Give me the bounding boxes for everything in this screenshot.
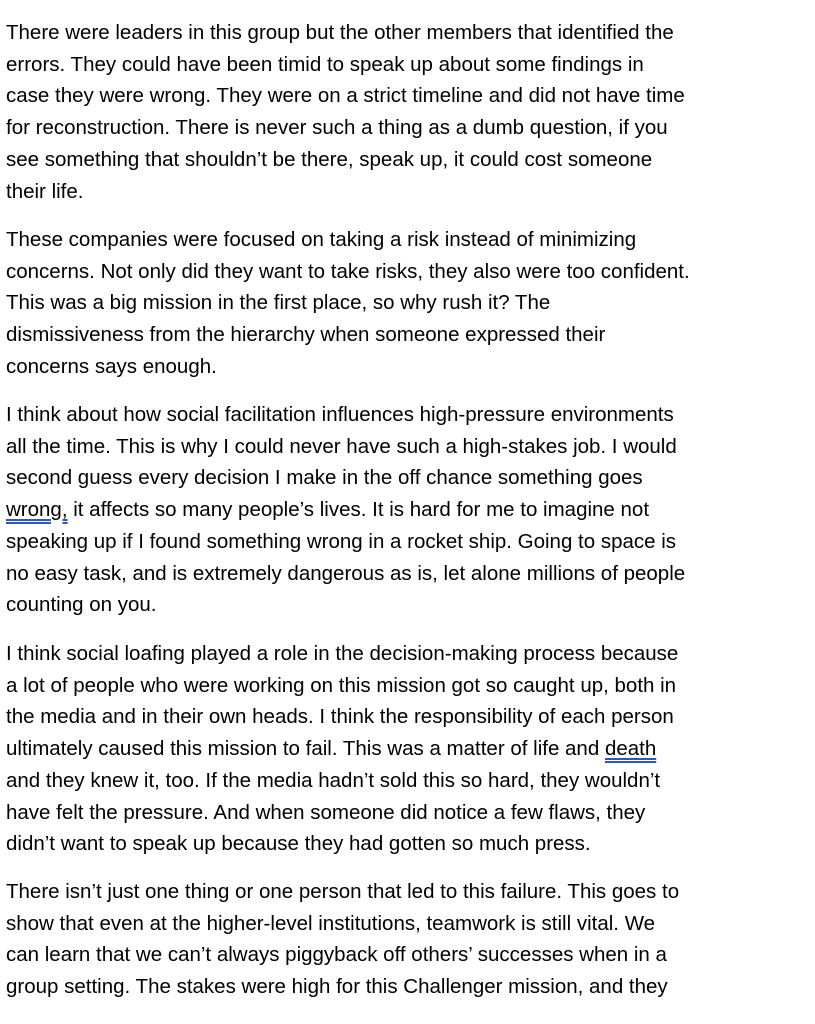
text-line: have felt the pressure. And when someone did notice a few flaws, they <box>6 800 646 824</box>
text-line: I think about how social facilitation influences high-pressure environments <box>6 403 674 426</box>
text-line: This was a big mission in the first place, so why rush it? The <box>6 291 551 315</box>
text-line: I think social loafing played a role in the decision-making process because <box>6 642 679 665</box>
paragraph-3[interactable] <box>6 399 811 621</box>
text-line: concerns. Not only did they want to take risks, they also were too confident. <box>6 259 690 283</box>
text-line: no easy task, and is extremely dangerous as is, let alone millions of people <box>6 561 686 585</box>
text-line: show that even at the higher-level institutions, teamwork is still vital. We <box>6 911 656 935</box>
text-line <box>6 494 811 526</box>
paragraph-2[interactable] <box>6 224 811 383</box>
text-line: There isn’t just one thing or one person that led to this failure. This goes to <box>6 880 680 903</box>
text-line: see something that shouldn’t be there, speak up, it could cost someone <box>6 147 653 171</box>
text-line: didn’t want to speak up because they had gotten so much press. <box>6 832 591 856</box>
grammar-flagged-word[interactable]: wrong, <box>6 498 68 522</box>
text-line: case they were wrong. They were on a strict timeline and did not have time <box>6 84 685 108</box>
text-line: can learn that we can’t always piggyback off others’ successes when in a <box>6 943 667 967</box>
text-line: the media and in their own heads. I think the responsibility of each person <box>6 705 674 729</box>
text-line: a lot of people who were working on this mission got so caught up, both in <box>6 673 677 697</box>
text-line: all the time. This is why I could never have such a high-stakes job. I would <box>6 434 677 458</box>
text-line <box>6 733 811 765</box>
text-line: second guess every decision I make in the off chance something goes <box>6 466 643 490</box>
grammar-flagged-word[interactable]: death <box>604 737 657 761</box>
text-line: their life. <box>6 179 84 203</box>
text-line: errors. They could have been timid to speak up about some findings in <box>6 52 644 76</box>
text-line: concerns says enough. <box>6 354 217 378</box>
text-line: for reconstruction. There is never such a thing as a dumb question, if you <box>6 116 668 140</box>
text-line: counting on you. <box>6 593 157 617</box>
text-line: and they knew it, too. If the media hadn’t sold this so hard, they wouldn’t <box>6 768 661 792</box>
text-segment: ultimately caused this mission to fail. This was a matter of life and <box>6 737 605 761</box>
text-segment: it affects so many people’s lives. It is hard for me to imagine not <box>67 498 650 522</box>
paragraph-1[interactable] <box>6 17 811 207</box>
text-line: group setting. The stakes were high for this Challenger mission, and they <box>6 975 668 999</box>
text-line: speaking up if I found something wrong in a rocket ship. Going to space is <box>6 529 677 553</box>
paragraph-4[interactable] <box>6 638 811 860</box>
text-line: There were leaders in this group but the other members that identified the <box>6 21 674 44</box>
paragraph-5[interactable] <box>6 876 811 1003</box>
text-line: These companies were focused on taking a risk instead of minimizing <box>6 228 637 251</box>
text-line: dismissiveness from the hierarchy when someone expressed their <box>6 323 606 347</box>
